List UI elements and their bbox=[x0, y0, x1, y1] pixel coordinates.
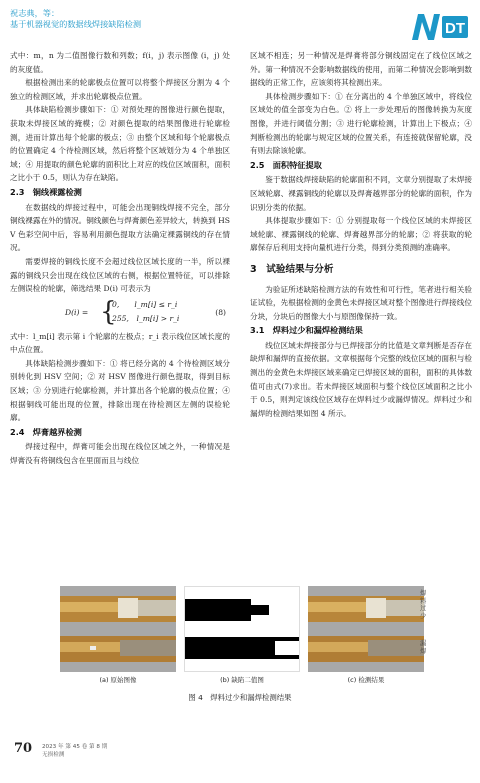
paragraph: 鉴于数据线焊接缺陷的轮廓面积不同，文章分别提取了未焊接区域轮廓、裸露铜线的轮廓以及焊膏越界部分的轮廓的面积，作为识别分类的依据。 bbox=[250, 175, 472, 212]
original-image-panel bbox=[60, 586, 176, 672]
figure-caption: 图 4 焊料过少和漏焊检测结果 bbox=[188, 693, 292, 702]
journal-info bbox=[42, 744, 107, 759]
section-heading-3-1: 3.1 焊料过少和漏焊检测结果 bbox=[250, 325, 363, 336]
paragraph: 焊接过程中，焊膏可能会出现在线位区域之外，一种情况是焊膏没有将铜线包含在里面而且与线位 bbox=[10, 442, 230, 466]
section-heading-2-3: 2.3 铜线裸露检测 bbox=[10, 186, 82, 197]
page-header bbox=[0, 0, 480, 46]
header-title: 基于机器视觉的数据线焊接缺陷检测 bbox=[10, 19, 142, 29]
svg-text:DT: DT bbox=[445, 20, 465, 37]
equation-case-2: 255, l_m[i] > r_i bbox=[112, 313, 180, 323]
paragraph: 根据检测出来的轮廓极点位置可以将整个焊接区分割为 4 个独立的检测区域，并求出轮廓极点位置。 bbox=[10, 78, 230, 101]
equation-8 bbox=[10, 298, 230, 328]
paragraph: 具体缺陷检测步骤如下：① 将已经分离的 4 个待检测区域分别转化到 HSV 空间；② 对 HSV 图像进行颜色提取，得到目标区域；③ 分别进行轮廓检测，并计算出各个轮廓的极点位置；④ 根据铜线可能出现的位置，排除出现在待检测区左侧的误检轮廓。 bbox=[10, 358, 230, 423]
section-heading-2-4: 2.4 焊膏越界检测 bbox=[10, 426, 82, 437]
equation-lhs: D(i) = bbox=[65, 307, 89, 317]
equation-case-1: 0, l_m[i] ≤ r_i bbox=[112, 299, 178, 309]
panel-label-b: (b) 缺陷二值图 bbox=[220, 676, 264, 684]
left-column bbox=[10, 49, 230, 468]
binary-image-panel bbox=[184, 586, 300, 672]
equation-number: (8) bbox=[215, 307, 226, 317]
equation-brace: { bbox=[100, 296, 117, 327]
journal-name: 无损检测 bbox=[42, 751, 65, 758]
paragraph: 式中：l_m[i] 表示第 i 个轮廓的左极点；r_i 表示线位区域长度的中点位置。 bbox=[10, 331, 230, 355]
page-number: 70 bbox=[14, 741, 33, 756]
header-authors: 祝志典，等： bbox=[10, 8, 60, 18]
paragraph: 为验证所述缺陷检测方法的有效性和可行性，笔者进行相关验证试验，先根据检测的金黄色未焊接区域对整个图像进行焊接线位分块，分块后的图像大小与原图像保持一致。 bbox=[250, 284, 472, 321]
ndt-logo bbox=[410, 10, 470, 42]
original-image bbox=[60, 586, 176, 672]
paragraph: 在数据线的焊接过程中，可能会出现铜线焊接不完全，部分铜线裸露在外的情况。铜线颜色与焊膏颜色差异较大，转换到 HSV 色彩空间中后，容易利用颜色提取方法确定裸露铜线的存在情况。 bbox=[10, 202, 230, 253]
detection-result-image bbox=[308, 586, 424, 672]
paragraph: 区域不相连；另一种情况是焊膏将部分铜线固定在了线位区域之外。第一种情况不会影响数据线的使用，而第二种情况会影响到数据线的正常工作，应该须将其检测出来。 bbox=[250, 51, 472, 88]
binary-image bbox=[185, 587, 300, 672]
side-label-insufficient-solder: 焊料过少 bbox=[420, 590, 427, 620]
section-heading-3: 3 试验结果与分析 bbox=[250, 263, 334, 275]
side-label-missed-weld: 漏焊 bbox=[420, 640, 427, 655]
journal-issue: 2023 年 第 45 卷 第 8 期 bbox=[42, 744, 108, 750]
paragraph: 线位区域未焊接部分与已焊接部分的比值是文章判断是否存在缺焊和漏焊的直接依据。文章根据每个完整的线位区域的面积与检测出的金黄色未焊接区域来确定已焊接区域的面积，面积的具体数值可由式(7)求出。若未焊接区域面积与整个线位区域面积之比小于 0.5，则判定该线位区域存在焊料过少或漏焊情况。焊料过少和漏焊的检测结果如图 4 所示。 bbox=[250, 340, 472, 418]
panel-label-c: (c) 检测结果 bbox=[347, 676, 385, 684]
paragraph: 具体检测步骤如下：① 在分离出的 4 个单独区域中，将线位区域处的值全部变为白色。② 将上一步处理后的图像转换为灰度图像，并进行阈值分割；③ 进行轮廓检测，计算出上下极点；④ 判断检测出的轮廓与规定区域的位置关系，有连接就保留轮廓，没有则去除该轮廓。 bbox=[250, 91, 472, 156]
header-running-title bbox=[10, 8, 141, 30]
right-column bbox=[250, 49, 472, 420]
paragraph: 具体提取步骤如下：① 分别提取每一个线位区域的未焊接区域轮廓、裸露铜线的轮廓、焊膏越界部分的轮廓；② 将获取的轮廓保存后利用支持向量机进行分类，得到分类预测的准确率。 bbox=[250, 216, 472, 253]
paragraph: 需要焊接的铜线长度不会超过线位区域长度的一半，所以裸露的铜线只会出现在线位区域的右侧，根据位置特征，可以排除左侧误检的轮廓，筛选结果 D(i) 可表示为 bbox=[10, 256, 230, 294]
panel-label-a: (a) 原始图像 bbox=[99, 676, 137, 684]
section-heading-2-5: 2.5 面积特征提取 bbox=[250, 159, 322, 170]
paragraph: 式中：m，n 为二值图像行数和列数；f(i，j) 表示图像 (i，j) 处的灰度值。 bbox=[10, 51, 230, 74]
figure-4 bbox=[60, 586, 430, 686]
paragraph: 具体缺陷检测步骤如下：① 对预处理的图像进行颜色提取，获取未焊接区域的掩模；② 对颜色提取的结果图像进行轮廓检测，进而计算出每个轮廓的极点；③ 由整个区域和每个轮廓极点的位置确定 4 个待检测区域，然后将整个区域划分为 4 个单独区域；④ 用提取的颜色轮廓的面积比上对应的线位区域面积，面积之比小于 0.5，则认为存在缺陷。 bbox=[10, 105, 230, 183]
detection-result-panel bbox=[308, 586, 424, 672]
